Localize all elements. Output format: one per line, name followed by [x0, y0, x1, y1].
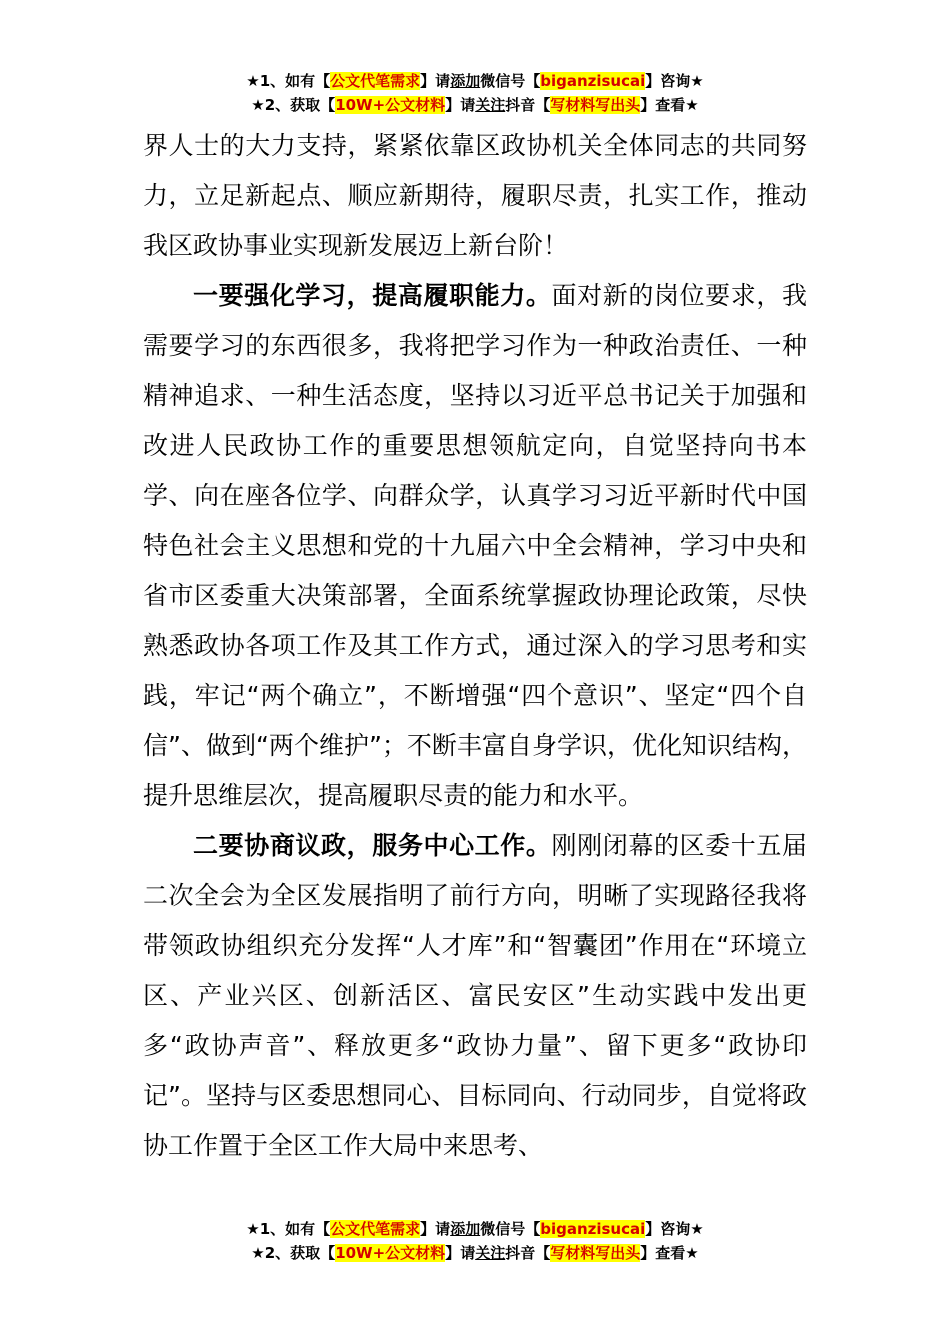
promo-highlight: 公文代笔需求: [330, 1220, 421, 1238]
promo-line-1: ★1、如有【公文代笔需求】请添加微信号【biganzisucai】咨询★: [246, 72, 704, 90]
document-body: [143, 121, 807, 1171]
douyin-account: 写材料写出头: [550, 1244, 641, 1262]
wechat-id: biganzisucai: [540, 1220, 646, 1238]
douyin-account: 写材料写出头: [550, 96, 641, 114]
paragraph-heading: 一要强化学习，提高履职能力。: [193, 281, 552, 310]
promo-highlight: 10W+公文材料: [335, 1244, 446, 1262]
promo-banner-bottom: [0, 1217, 950, 1265]
promo-line-2: ★2、获取【10W+公文材料】请关注抖音【写材料写出头】查看★: [251, 1244, 699, 1262]
paragraph-consultation: 二要协商议政，服务中心工作。刚刚闭幕的区委十五届二次全会为全区发展指明了前行方向，明晰了实现路径我将带领政协组织充分发挥“人才库”和“智囊团”作用在“环境立区、产业兴区、创新活区、富民安区”生动实践中发出更多“政协声音”、释放更多“政协力量”、留下更多“政协印记”。坚持与区委思想同心、目标同向、行动同步，自觉将政协工作置于全区工作大局中来思考、: [143, 831, 807, 1160]
promo-highlight: 10W+公文材料: [335, 96, 446, 114]
promo-highlight: 公文代笔需求: [330, 72, 421, 90]
paragraph-continued: 界人士的大力支持，紧紧依靠区政协机关全体同志的共同努力，立足新起点、顺应新期待，履职尽责，扎实工作，推动我区政协事业实现新发展迈上新台阶！: [143, 131, 807, 260]
wechat-id: biganzisucai: [540, 72, 646, 90]
promo-line-2: ★2、获取【10W+公文材料】请关注抖音【写材料写出头】查看★: [251, 96, 699, 114]
paragraph-heading: 二要协商议政，服务中心工作。: [193, 831, 552, 860]
paragraph-study: 一要强化学习，提高履职能力。面对新的岗位要求，我需要学习的东西很多，我将把学习作为一种政治责任、一种精神追求、一种生活态度，坚持以习近平总书记关于加强和改进人民政协工作的重要思想领航定向，自觉坚持向书本学、向在座各位学、向群众学，认真学习习近平新时代中国特色社会主义思想和党的十九届六中全会精神，学习中央和省市区委重大决策部署，全面系统掌握政协理论政策，尽快熟悉政协各项工作及其工作方式，通过深入的学习思考和实践，牢记“两个确立”，不断增强“四个意识”、坚定“四个自信”、做到“两个维护”；不断丰富自身学识，优化知识结构，提升思维层次，提高履职尽责的能力和水平。: [143, 281, 807, 810]
promo-line-1: ★1、如有【公文代笔需求】请添加微信号【biganzisucai】咨询★: [246, 1220, 704, 1238]
promo-banner-top: [0, 69, 950, 117]
